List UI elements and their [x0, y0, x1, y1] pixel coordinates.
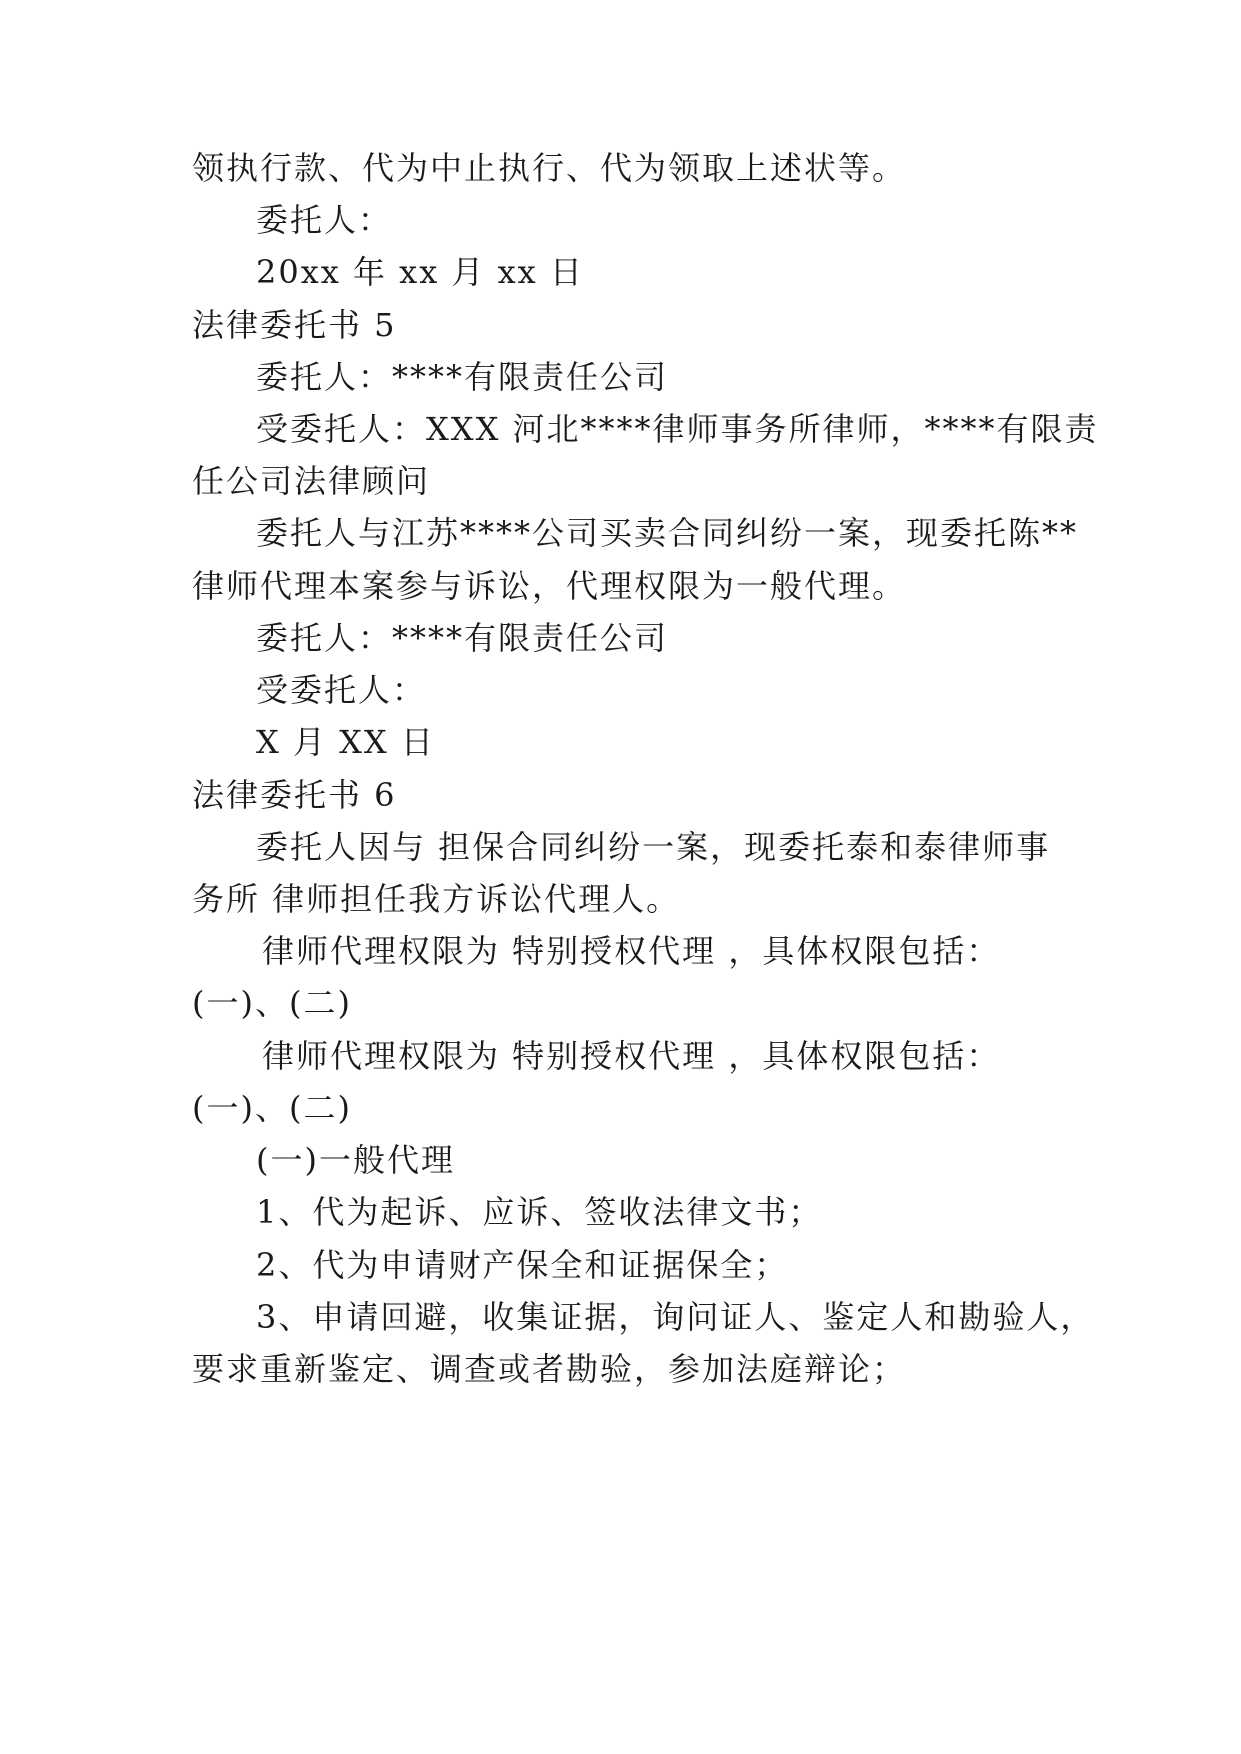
- paragraph-line: 律师代理权限为 特别授权代理 ，具体权限包括：: [262, 932, 1001, 970]
- paragraph-line: 务所 律师担任我方诉讼代理人。: [192, 880, 681, 918]
- subsection-heading: (一)一般代理: [256, 1141, 455, 1179]
- paragraph-line: 委托人：****有限责任公司: [256, 358, 669, 396]
- section-heading: 法律委托书 5: [192, 306, 397, 344]
- paragraph-line: 受委托人：XXX 河北****律师事务所律师，****有限责: [256, 410, 1099, 448]
- paragraph-line: 律师代理权限为 特别授权代理 ，具体权限包括：: [262, 1037, 1001, 1075]
- signature-label: 受委托人：: [256, 671, 427, 709]
- date-line: X 月 XX 日: [256, 723, 435, 761]
- list-item: 1、代为起诉、应诉、签收法律文书；: [256, 1193, 823, 1231]
- date-line: 20xx 年 xx 月 xx 日: [256, 253, 584, 291]
- paragraph-line: 委托人与江苏****公司买卖合同纠纷一案，现委托陈**: [256, 514, 1079, 552]
- paragraph-line: (一)、(二): [192, 1089, 352, 1127]
- list-item: 要求重新鉴定、调查或者勘验，参加法庭辩论；: [192, 1350, 907, 1388]
- signature-label: 委托人：: [256, 201, 393, 239]
- paragraph-line: (一)、(二): [192, 984, 352, 1022]
- paragraph-line: 委托人：****有限责任公司: [256, 619, 669, 657]
- paragraph-line: 委托人因与 担保合同纠纷一案，现委托泰和泰律师事: [256, 828, 1051, 866]
- list-item: 2、代为申请财产保全和证据保全；: [256, 1246, 789, 1284]
- paragraph-line: 律师代理本案参与诉讼，代理权限为一般代理。: [192, 567, 907, 605]
- list-item: 3、申请回避，收集证据，询问证人、鉴定人和勘验人，: [256, 1298, 1095, 1336]
- section-heading: 法律委托书 6: [192, 776, 397, 814]
- paragraph-line: 任公司法律顾问: [192, 462, 431, 500]
- paragraph-line: 领执行款、代为中止执行、代为领取上述状等。: [192, 149, 907, 187]
